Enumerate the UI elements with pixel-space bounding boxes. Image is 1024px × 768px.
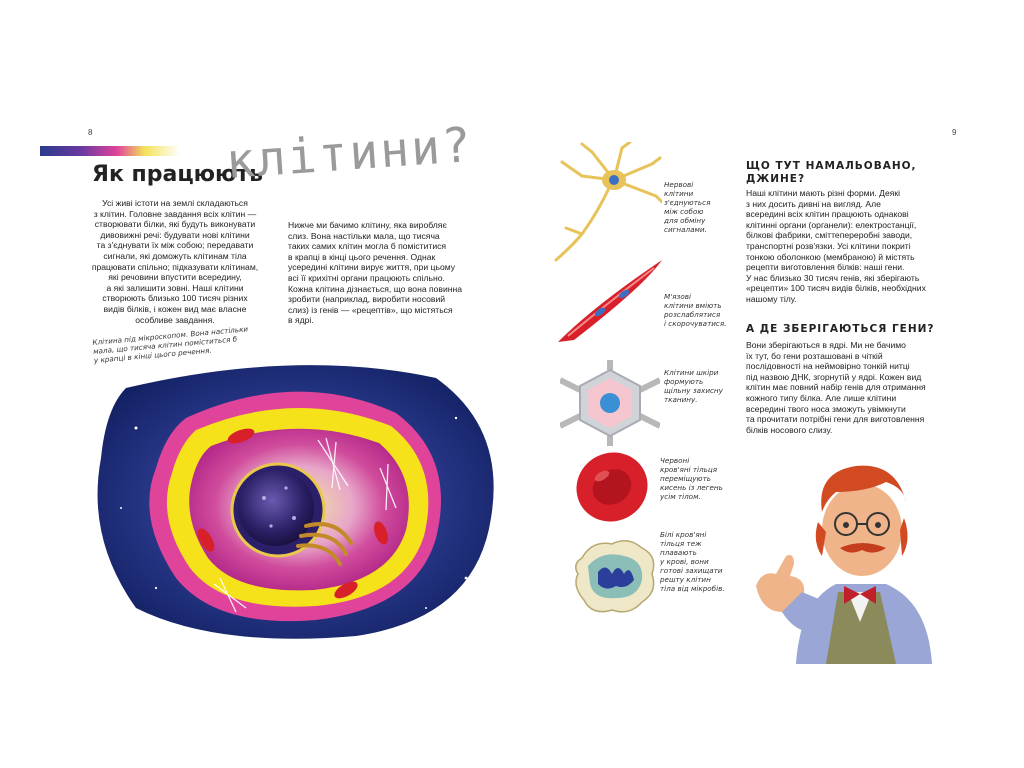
white-blood-cell-icon xyxy=(572,536,658,616)
title-prefix: Як працюють xyxy=(92,162,264,187)
neuron-icon xyxy=(552,142,662,262)
microscope-caption: Клітина під мікроскопом. Вона настільки мала, що тисяча клітин поміститься б у крапці в кінці цього речення. xyxy=(92,324,249,365)
cell-caption-skin: Клітини шкіри формують щільну захисну тканину. xyxy=(664,368,723,404)
page-title: клітини? xyxy=(224,116,475,190)
decorative-strip xyxy=(40,146,180,156)
second-text: Нижче ми бачимо клітину, яка виробляє слиз. Вона настільки мала, що тисяча таких самих клітин могла б поміститися в крапці в кінці цього речення. Однак усередині клітини вирує життя, при цьому всі її крихітні органи працюють спільно. Кожна клітина дізнається, що вона повинна зробити (наприклад, виробити носовий слиз) із генів — «рецептів», що містяться в ядрі. xyxy=(288,220,463,326)
heading-what-is-drawn: ЩО ТУТ НАМАЛЬОВАНО, ДЖИНЕ? xyxy=(746,160,917,185)
page-number-left: 8 xyxy=(88,128,93,137)
text-what-is-drawn: Наші клітини мають різні форми. Деякі з них досить дивні на вигляд. Але всередині всіх клітин працюють однакові клітинні органи (органели): електростанції, білкові фабрики, сміттепереробні заводи, транспортні розв'язки. Усі клітини покриті тонкою оболонкою (мембраною) й містять рецепти виготовлення білків: наші гени. У нас близько 30 тисяч генів, які зберігають «рецепти» 100 тисяч видів білків, необхідних нашому тілу. xyxy=(746,188,926,304)
professor-gene-character xyxy=(756,452,936,664)
cell-caption-neuron: Нервові клітини з'єднуються між собою для обміну сигналами. xyxy=(664,180,711,234)
skin-cell-icon xyxy=(560,360,660,446)
text-where-genes: Вони зберігаються в ядрі. Ми не бачимо їх тут, бо гени розташовані в чіткій послідовності на неймовірно тонкій нитці під назвою ДНК, згорнутій у ядрі. Кожен вид клітин має повний набір генів для отримання кожного типу білка. Але лише клітини всередині твого носа зможуть увімкнути та прочитати потрібні гени для виготовлення білків носового слизу. xyxy=(746,340,926,435)
cell-caption-muscle: М'язові клітини вміють розслаблятися і скорочуватися. xyxy=(664,292,727,328)
page-number-right: 9 xyxy=(952,128,957,137)
intro-text: Усі живі істоти на землі складаються з клітин. Головне завдання всіх клітин — створювати білки, які будуть виконувати дивовижні речі: будувати нові клітини та з'єднувати їх між собою; передавати сигнали, які доможуть клітинам тіла працювати спільно; підказувати клітинам, які речовини впустити всередину, а які залишити зовні. Наші клітини створюють близько 100 тисяч різних видів білків, і кожен вид має власне особливе завдання. xyxy=(91,198,259,325)
cell-caption-red-blood: Червоні кров'яні тільця переміщують кисень із легень усім тілом. xyxy=(660,456,723,501)
red-blood-cell-icon xyxy=(570,448,654,526)
cell-under-microscope-illustration xyxy=(96,358,496,640)
heading-where-genes: А ДЕ ЗБЕРІГАЮТЬСЯ ГЕНИ? xyxy=(746,323,935,335)
cell-caption-white-blood: Білі кров'яні тільця теж плавають у крові, вони готові захищати решту клітин тіла від мікробів. xyxy=(660,530,725,593)
muscle-cell-icon xyxy=(554,256,666,348)
